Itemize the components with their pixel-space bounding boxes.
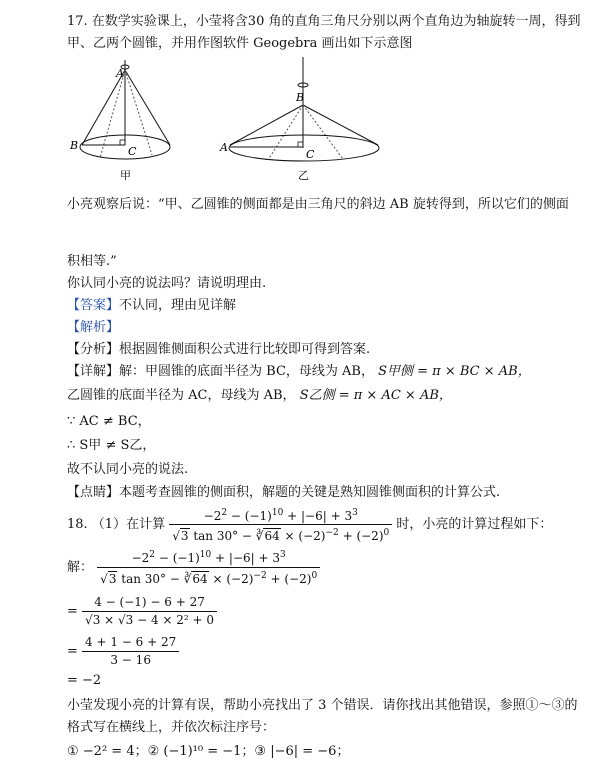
q17-intro-line1: 17. 在数学实验课上，小莹将含30 角的直角三角尺分别以两个直角边为轴旋转一周，得到 [67,14,581,29]
therefore-line: ∴ S甲 ≠ S乙， [67,438,156,453]
point-a-label: A [220,141,228,154]
cone-yi-figure [218,55,388,185]
q18-expression: $\frac{-2^2 - (-1)^{10} + |-6| + 3^3}{√3 \tan 30^\circ - ∛64 \times (-2)^{-2} + (-2)^0}$ [169,505,392,544]
step3-numerator: 4 + 1 − 6 + 27 [82,634,179,652]
analysis-tag: 【解析】 [67,320,120,335]
dianjing-text: 本题考查圆锥的侧面积，解题的关键是熟知圆锥侧面积的计算公式. [119,485,501,500]
point-c-label: C [128,145,137,158]
q18-intro-row [67,505,552,543]
jie-label: 解： [67,560,94,575]
point-b-label: B [70,139,79,152]
found-line2: 格式写在横线上，并依次标注序号： [67,720,276,735]
found-line1: 小莹发现小亮的计算有误，帮助小亮找出了 3 个错误．请你找出其他错误，参照①～③的 [67,698,578,713]
because-line: ∵ AC ≠ BC， [67,414,151,429]
step1-row [67,547,320,587]
q18-intro-a: 18. （1）在计算 [67,517,166,532]
errors-line: ① −2² = 4；② (−1)¹⁰ = −1；③ |−6| = −6； [67,744,350,759]
xiangjie-line1: 解：甲圆锥的底面半径为 BC，母线为 AB， [119,364,374,379]
dianjing-tag: 【点睛】 [67,485,120,500]
answer-text: 不认同，理由见详解 [119,298,237,313]
figure-yi-caption: 乙 [298,169,309,182]
step3-denominator: 3 − 16 [110,653,151,667]
fenxi-tag: 【分析】 [67,342,120,357]
fenxi-row [67,338,370,357]
point-a-label: A [116,67,124,80]
step3-fraction [82,634,179,669]
q18-intro-b: 时，小亮的计算过程如下： [396,517,553,532]
point-b-label: B [296,91,305,104]
conclusion-line: 故不认同小亮的说法. [67,462,189,477]
xiangjie-row1 [67,360,531,379]
step2-denominator: √3 × √3 − 4 × 2² + 0 [85,613,215,627]
step3-row: = $\frac{4 + 1 - 6 + 27}{3 - 16}$ [67,633,179,671]
q17-intro-line2: 甲、乙两个圆锥，并用作图软件 Geogebra 画出如下示意图 [67,36,413,51]
q17-claim-line1: 小亮观察后说：“甲、乙圆锥的侧面都是由三角尺的斜边 AB 旋转得到，所以它们的侧面 [67,197,569,212]
fenxi-text: 根据圆锥侧面积公式进行比较即可得到答案. [119,342,371,357]
step2-fraction [82,594,217,629]
step2-numerator: 4 − (−1) − 6 + 27 [82,594,217,612]
area-jia-formula: S甲侧 = π × BC × AB， [378,364,531,379]
xiangjie-tag: 【详解】 [67,364,120,379]
answer-row [67,294,236,313]
step1-fraction: $\frac{-2^2 - (-1)^{10} + |-6| + 3^3}{√3 \tan 30^\circ - ∛64 \times (-2)^{-2} + (-2)^0}$ [97,547,320,588]
xiangjie-line2: 乙圆锥的底面半径为 AC，母线为 AB， [67,388,296,403]
area-yi-formula: S乙侧 = π × AC × AB， [299,388,452,403]
point-c-label: C [306,148,315,161]
figure-jia-caption: 甲 [120,169,131,182]
step2-row: = $\frac{4 - (-1) - 6 + 27}{\text{√3 × √3 − 4 × 2² + 0}}$ [67,593,217,631]
q17-claim-line2: 积相等.” [67,254,117,269]
cone-jia-figure [70,55,190,185]
q17-question: 你认同小亮的说法吗？请说明理由. [67,276,267,291]
dianjing-row [67,481,500,500]
xiangjie-row2 [67,384,452,403]
answer-tag: 【答案】 [67,298,120,313]
result-line: = −2 [67,673,102,688]
